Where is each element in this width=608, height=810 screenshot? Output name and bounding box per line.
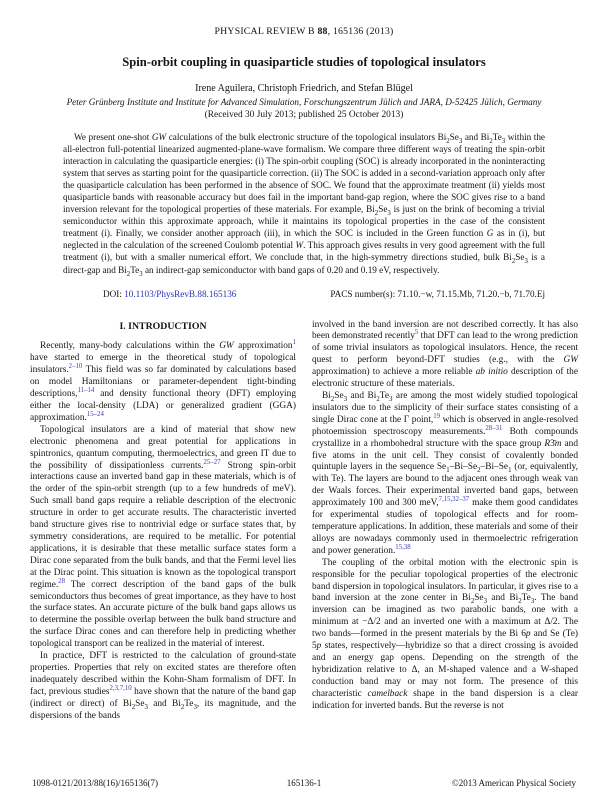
- citation-ref[interactable]: 11–14: [77, 386, 95, 394]
- doi-pacs-row: [103, 289, 545, 299]
- body-paragraph: The coupling of the orbital motion with the electronic spin is responsible for the peculiar topological properties of the electronic band dispersion in topological insulators. In particular, it gives rise to a band inversion at the zone center in $Bi_2Se_3$ and $Bi_2Te_3$. The band inversion can be imagined as two parabolic bands, one with a minimum at −Δ/2 and an inverted one with a maximum at Δ/2. The two bands—formed in the present materials by the Bi 6p and Se (Te) 5p states, respectively—hybridize so that a direct crossing is avoided and an energy gap opens. Depending on the strength of the hybridization relative to Δ, an M-shaped valence and a W-shaped conduction band may or may not form. The presence of this characteristic camelback shape in the band dispersion is a clear indication for inverted bands. But the reverse is not: [312, 557, 579, 711]
- authors-line: Irene Aguilera, Christoph Friedrich, and Stefan Blügel: [195, 83, 413, 94]
- body-paragraph: involved in the band inversion are not described correctly. It has also been demonstrated recently$^5$ that DFT can lead to the wrong prediction of some trivial insulators as topological insulators. Hence, the recent quest to perform beyond-DFT studies (e.g., with the GW approximation) to achieve a more reliable ab initio description of the electronic structure of these materials.: [312, 319, 578, 390]
- doi-label: DOI:: [103, 288, 122, 299]
- body-paragraph: Topological insulators are a kind of material that show new electronic phenomena and great potential for applications in spintronics, quantum computing, thermoelectrics, and green IT due to the possibility of dissipationless currents.$^{25-27}$ Strong spin-orbit interactions cause an inverted band gap in these materials, which is of the order of the spin-orbit strength (up to a few hundreds of meV). Such small band gaps require a reliable description of the electronic structure in order to get accurate results. The characteristic inverted band structure gives rise to nontrivial edge or surface states that, by symmetry considerations, are required to be metallic. For potential applications, it is desirable that these metallic surface states form a Dirac cone separated from the bulk bands, and that the Fermi level lies at the Dirac point. This situation is known as the topological transport regime.$^{28}$ The correct description of the band gaps of the bulk semiconductors thus becomes of great importance, as they have to host the surface states. An accurate picture of the bulk band gaps allows us to determine the possible overlap between the bulk band structure and the surface Dirac cones and can therefore help in predicting whether topological transport can be realized in the material of interest.: [30, 424, 296, 650]
- body-paragraph: In practice, DFT is restricted to the calculation of ground-state properties. Properties that rely on excited states are therefore often inadequately described within the Kohn-Sham formalism of DFT. In fact, previous studies$^{2,3,7,10}$ have shown that the nature of the band gap (indirect or direct) of $Bi_2Se_3$ and $Bi_2Te_3$, its magnitude, and the dispersions of the bands: [30, 651, 296, 721]
- issn-code: 1098-0121/2013/88(16)/165136(7): [32, 778, 158, 788]
- citation-ref[interactable]: 25–27: [203, 458, 221, 466]
- citation-ref[interactable]: 1: [292, 339, 296, 347]
- copyright-notice: ©2013 American Physical Society: [451, 778, 576, 788]
- left-column: [30, 299, 296, 723]
- right-column: [312, 299, 578, 723]
- affiliation-line: Peter Grünberg Institute and Institute for Advanced Simulation, Forschungszentrum Jülich and JARA, D-52425 Jülich, Germany: [66, 97, 542, 107]
- doi-line: [103, 289, 236, 299]
- body-paragraph: $Bi_2Se_3$ and $Bi_2Te_3$ are among the most widely studied topological insulators due to the simplicity of their surface states consisting of a single Dirac cone at the Γ point,$^{19}$ which is observed in angle-resolved photoemission spectroscopy measurements.$^{28-31}$ Both compounds crystallize in a rhombohedral structure with the space group R3̄m and five atoms in the unit cell. They consist of covalently bonded quintuple layers in the sequence $Se_1-Bi-Se_2-Bi-Se_1$ (or, equivalently, with Te). The layers are bound to the adjacent ones through weak van der Waals forces. Their experimental inverted band gaps, between approximately 100 and 300 meV,$^{7,15,32-37}$ make them good candidates for experimental studies of topological effects and for room-temperature applications. In addition, these materials and some of their alloys are nowadays commonly used in thermoelectric refrigeration and power generation.$^{15,38}$: [312, 391, 578, 556]
- received-dates-line: (Received 30 July 2013; published 25 October 2013): [204, 110, 404, 120]
- citation-ref[interactable]: 2,3,7,10: [109, 684, 132, 692]
- page-footer: [30, 778, 578, 788]
- abstract-text: We present one-shot GW calculations of the bulk electronic structure of the topological insulators $Bi_2Se_3$ and $Bi_2Te_3$ within the all-electron full-potential linearized augmented-plane-wave formalism. We compare three different ways of treating the spin-orbit interaction in calculating the quasiparticle energies: (i) The spin-orbit coupling (SOC) is already incorporated in the noninteracting system that serves as starting point for the quasiparticle correction. (ii) The SOC is added in a second-variation approach only after the quasiparticle calculation has been performed in the absence of SOC. We found that the approximate treatment (ii) yields most quasiparticle bands with reasonable accuracy but does fail in the important band-gap region, where the SOC gives rise to a band inversion relevant for the topological properties of these materials. For example, $Bi_2Se_3$ is just on the brink of becoming a trivial semiconductor within this approximate approach, while it maintains its topological properties in the case of the consistent treatment (i). Finally, we consider another approach (iii), in which the SOC is included in the Green function G as in (i), but neglected in the calculation of the screened Coulomb potential W. This approach gives results in very good agreement with the full treatment (i), but with a smaller numerical effort. We conclude that, in the high-symmetry directions studied, bulk $Bi_2Se_3$ is a direct-gap and $Bi_2Te_3$ an indirect-gap semiconductor with band gaps of 0.20 and 0.19 eV, respectively.: [63, 132, 546, 278]
- citation-ref[interactable]: 28–31: [485, 424, 503, 432]
- citation-ref[interactable]: 19: [433, 412, 441, 420]
- citation-ref[interactable]: 28: [58, 577, 66, 585]
- paper-title: Spin-orbit coupling in quasiparticle studies of topological insulators: [122, 55, 486, 69]
- citation-ref[interactable]: 15,38: [395, 543, 411, 551]
- column-spacer: [312, 299, 578, 320]
- page-number: 165136-1: [286, 778, 322, 788]
- pacs-line: PACS number(s): 71.10.−w, 71.15.Mb, 71.20.−b, 71.70.Ej: [330, 288, 545, 299]
- citation-ref[interactable]: 2–10: [68, 363, 83, 371]
- citation-ref[interactable]: 7,15,32–37: [438, 496, 470, 504]
- journal-running-head: PHYSICAL REVIEW B 88, 165136 (2013): [214, 26, 394, 37]
- citation-ref[interactable]: 15–24: [86, 410, 104, 418]
- citation-ref[interactable]: 5: [414, 329, 419, 337]
- body-paragraph: Recently, many-body calculations within the GW approximation$^1$ have started to emerge in the theoretical study of topological insulators.$^{2-10}$ This field was so far dominated by calculations based on model Hamiltonians or parameter-dependent tight-binding descriptions,$^{11-14}$ and density functional theory (DFT) employing either the local-density (LDA) or generalized gradient (GGA) approximation.$^{15-24}$: [30, 339, 296, 423]
- section-heading-introduction: I. INTRODUCTION: [119, 320, 207, 332]
- doi-link[interactable]: 10.1103/PhysRevB.88.165136: [124, 288, 237, 299]
- two-column-body: [30, 299, 578, 723]
